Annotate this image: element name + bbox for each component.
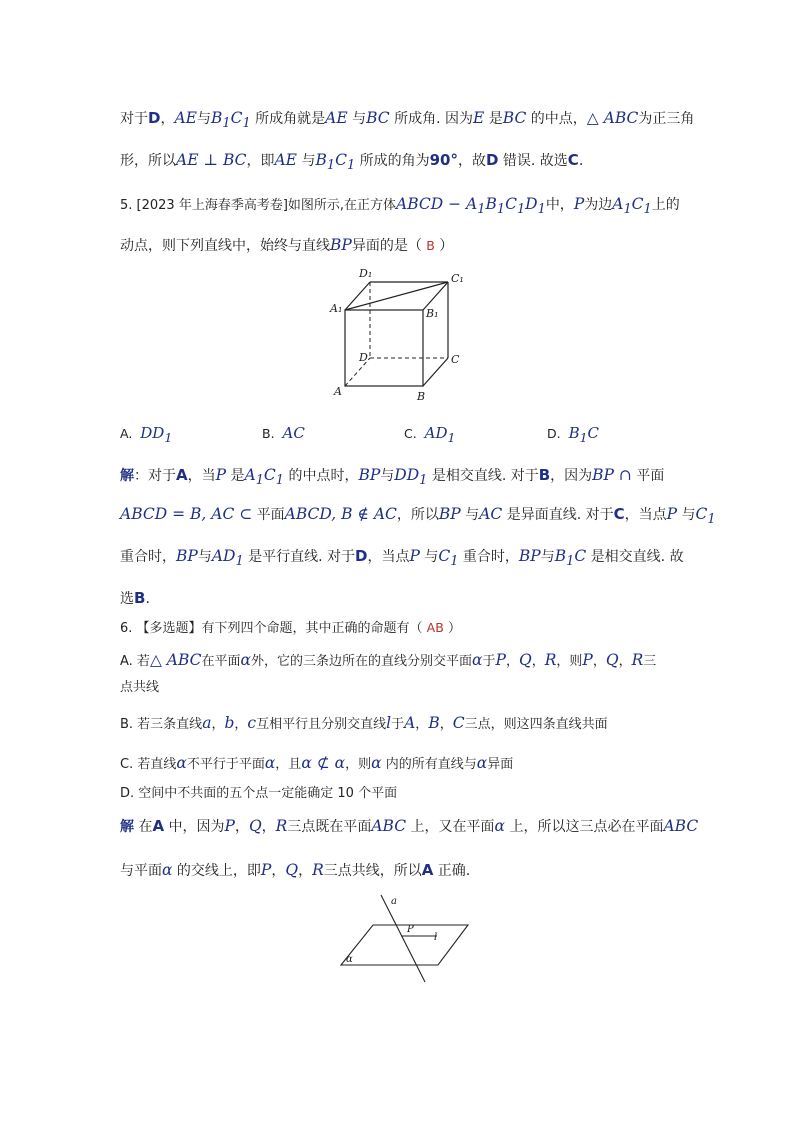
- question-6-title: 6. 【多选题】有下列四个命题，其中正确的命题有（ AB ）: [120, 620, 461, 636]
- question-5-line-1: 5. [2023 年上海春季高考卷]如图所示,在正方体ABCD − $A_1B_1C_1D_1$中，P为边$A_1C_1$上的: [120, 195, 680, 218]
- solution-5-line-2: ABCD = B, AC ⊂ 平面ABCD, B ∉ AC，所以BP 与AC 是异面直线. 对于C，当点P 与$C_1$: [120, 505, 716, 528]
- solution-5-line-3: 重合时，BP与$AD_1$ 是平行直线. 对于D，当点P 与$C_1$ 重合时，BP与$B_1C$ 是相交直线. 故: [120, 547, 684, 570]
- option-d: D. $B_1C$: [547, 424, 600, 445]
- option-a: A. $DD_1$: [120, 424, 173, 445]
- label-b: B: [417, 390, 426, 403]
- label-a-line: a: [391, 896, 397, 907]
- label-p: P: [407, 924, 414, 935]
- solution-5-line-1: 解：对于A，当P 是$A_1C_1$ 的中点时，BP与$DD_1$ 是相交直线. 对于B，因为BP ∩ 平面: [120, 466, 665, 489]
- diagonal-a1c1: [345, 282, 448, 310]
- q6-answer: AB: [426, 620, 444, 635]
- solution-6-line-1: 解 在A 中，因为P，Q，R三点既在平面ABC 上，又在平面α 上，所以这三点必在平面ABC: [120, 817, 699, 835]
- label-l: l: [434, 932, 438, 943]
- label-d1: D₁: [359, 267, 373, 280]
- line-a: [381, 895, 425, 982]
- question-6-option-a-line-1: A. 若△ ABC在平面α外，它的三条边所在的直线分别交平面α于P，Q，R，则P，Q，R三: [120, 651, 657, 669]
- option-c: C. $AD_1$: [404, 424, 456, 445]
- text-line-1: 对于D，AE与$B_1C_1$ 所成角就是AE 与BC 所成角. 因为E 是BC 的中点，△ ABC为正三角: [120, 109, 695, 132]
- cube-front-face: [345, 310, 423, 386]
- question-6-option-a-line-2: 点共线: [120, 680, 160, 695]
- label-d: D: [359, 351, 368, 364]
- question-6-option-c: C. 若直线α不平行于平面α，且α ⊄ α，则α 内的所有直线与α异面: [120, 754, 514, 772]
- label-alpha: α: [346, 954, 353, 965]
- solution-6-line-2: 与平面α 的交线上，即P，Q，R三点共线，所以A 正确.: [120, 861, 471, 879]
- text-line-2: 形，所以AE ⊥ BC，即AE 与$B_1C_1$ 所成的角为90°，故D 错误. 故选C.: [120, 151, 584, 174]
- question-6-option-d: D. 空间中不共面的五个点一定能确定 10 个平面: [120, 786, 398, 801]
- solution-5-line-4: 选B.: [120, 589, 150, 607]
- label-c1: C₁: [451, 272, 464, 285]
- label-a: A: [334, 385, 342, 398]
- label-b1: B₁: [426, 307, 439, 320]
- label-a1: A₁: [330, 302, 343, 315]
- plane-figure: [333, 890, 473, 986]
- option-b: B. AC: [262, 424, 305, 442]
- plane-alpha: [341, 925, 468, 965]
- label-c: C: [451, 353, 460, 366]
- question-6-option-b: B. 若三条直线a，b，c互相平行且分别交直线l于A，B，C三点，则这四条直线共面: [120, 714, 608, 732]
- question-5-line-2: 动点，则下列直线中，始终与直线BP异面的是（ B ）: [120, 236, 454, 254]
- cube-figure: [325, 262, 475, 404]
- q5-answer: B: [426, 238, 435, 253]
